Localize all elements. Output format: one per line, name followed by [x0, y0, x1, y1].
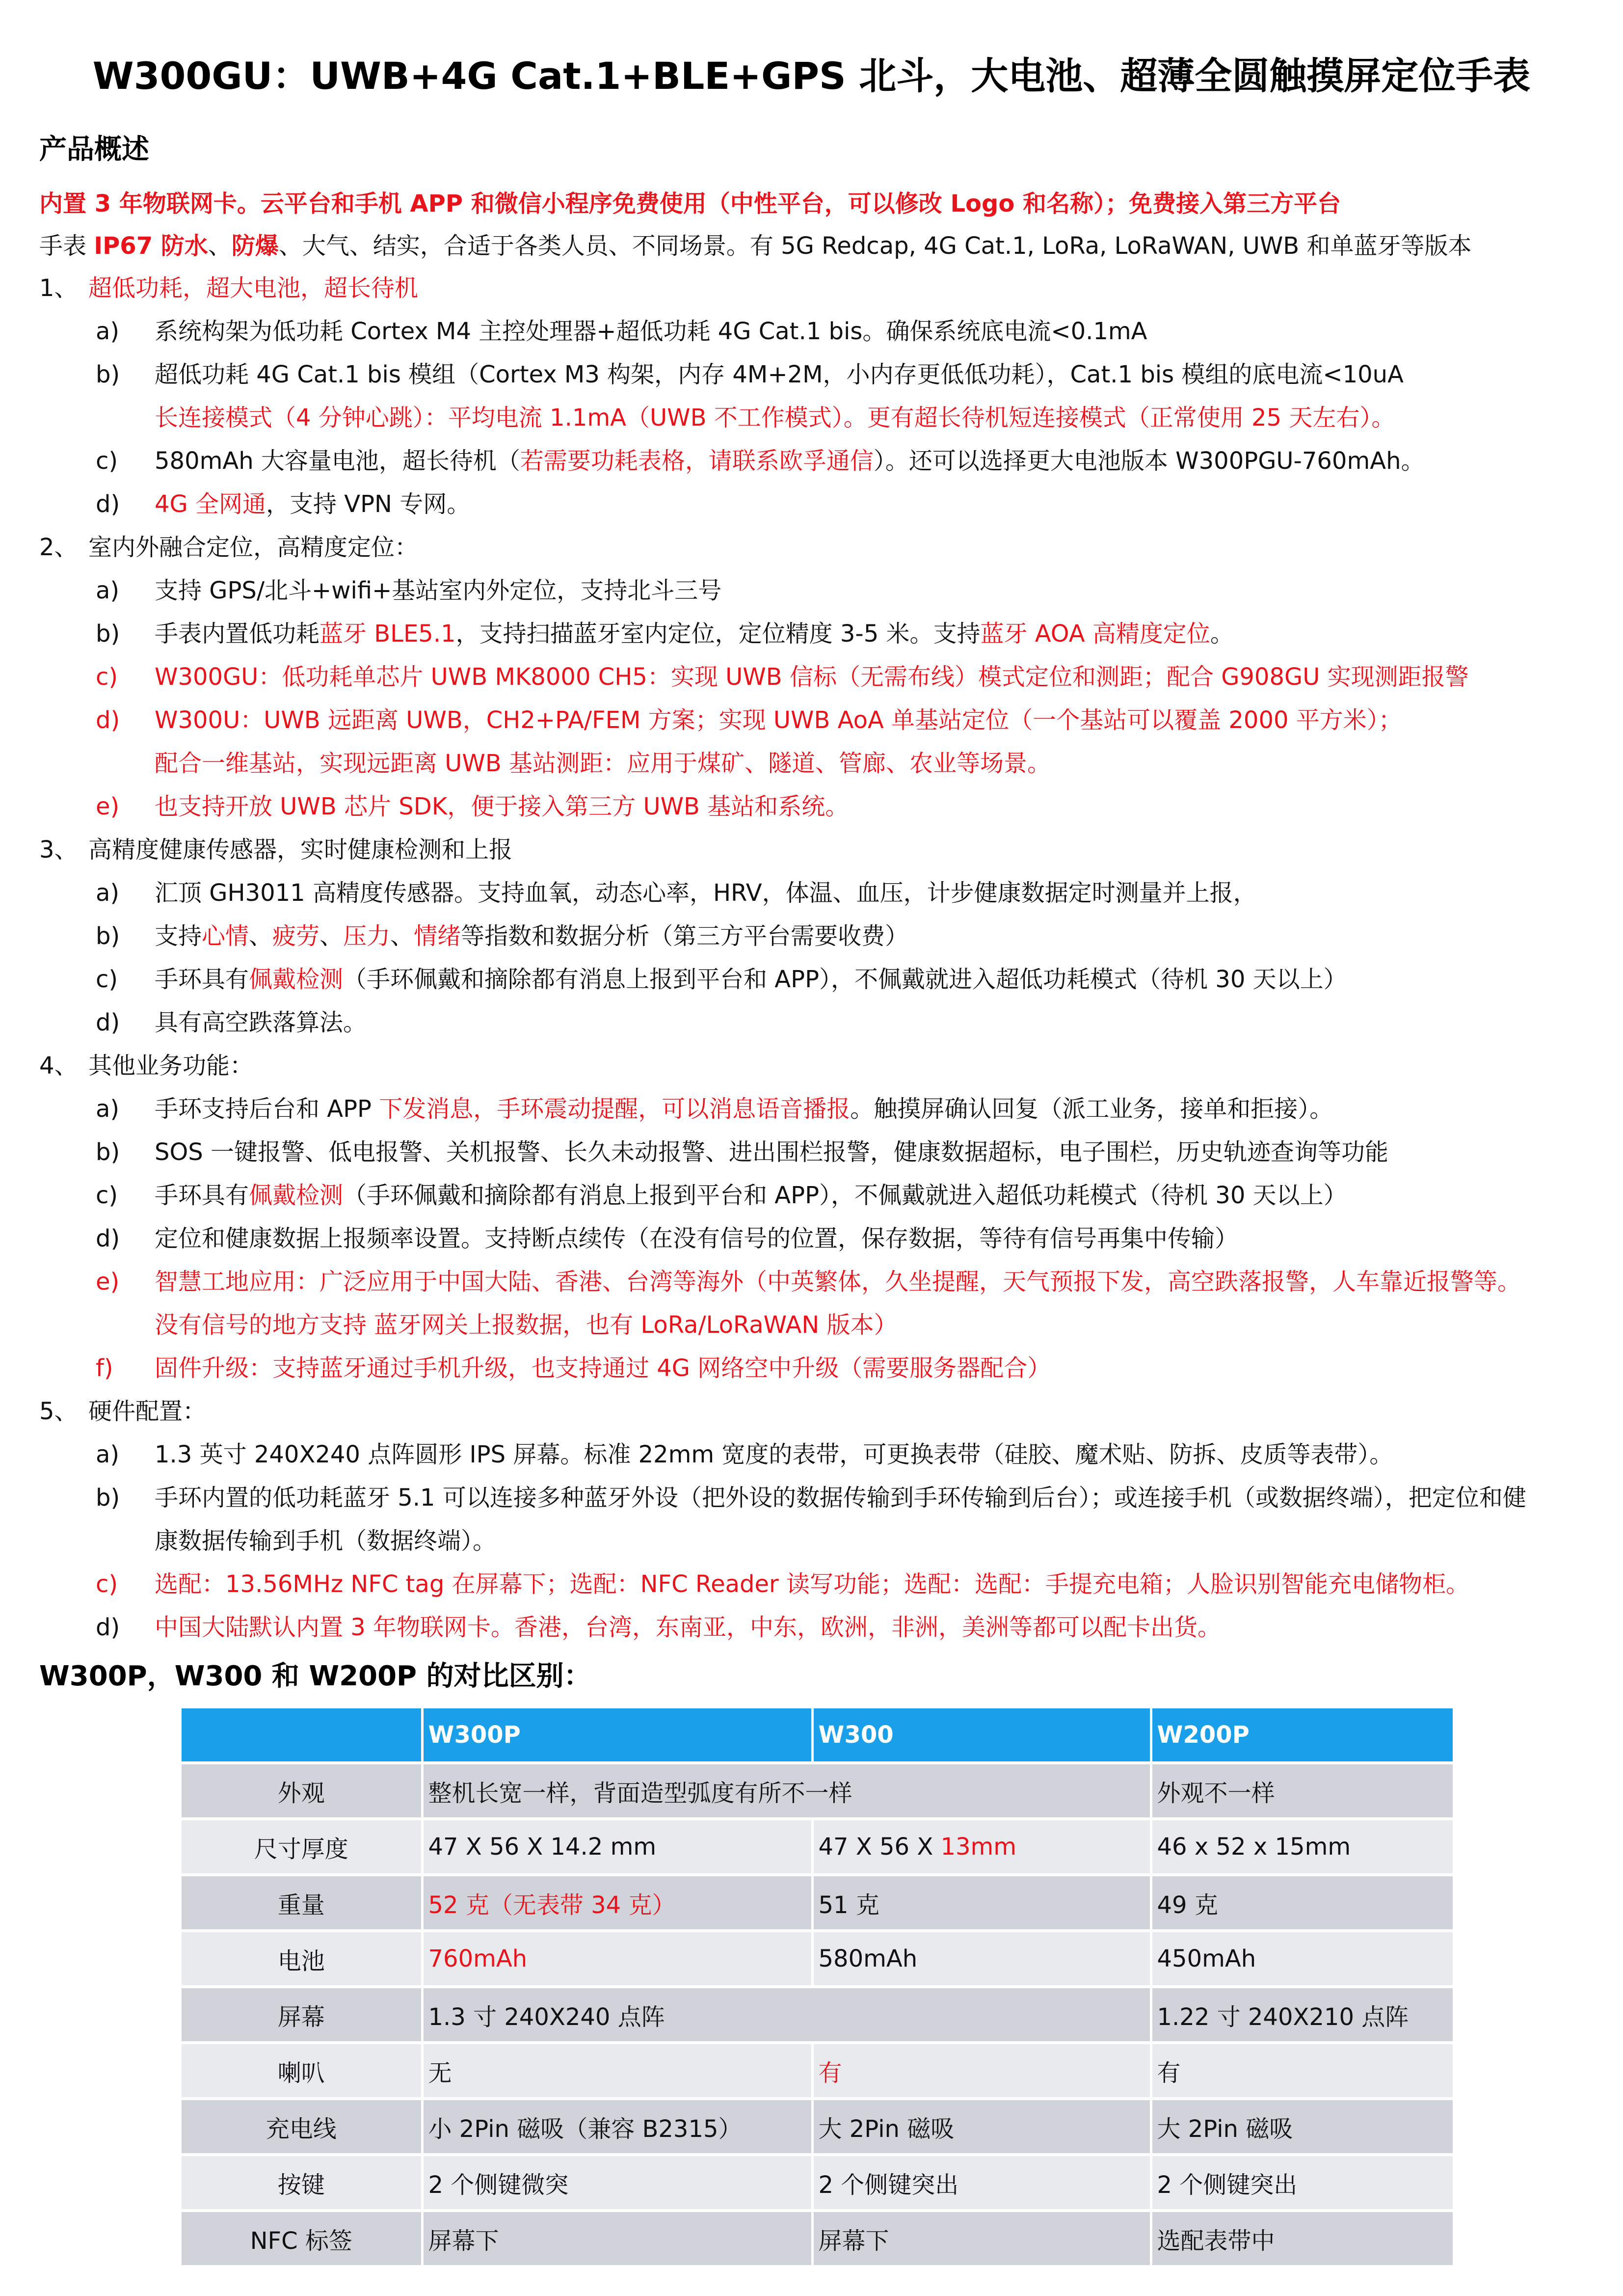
comparison-table: [182, 1708, 1453, 2265]
list-item: a) 1.3 英寸 240X240 点阵圆形 IPS 屏幕。标准 22mm 宽度的表带，可更换表带（硅胶、魔术贴、防拆、皮质等表带）。: [96, 1441, 1393, 1468]
list-item: e) 也支持开放 UWB 芯片 SDK，便于接入第三方 UWB 基站和系统。: [96, 793, 849, 820]
overview-intro: [39, 229, 1472, 263]
page-title: W300GU：UWB+4G Cat.1+BLE+GPS 北斗，大电池、超薄全圆触摸屏定位手表: [92, 54, 1531, 98]
list-item: d) 具有高空跌落算法。: [96, 1009, 367, 1036]
list-item: b) SOS 一键报警、低电报警、关机报警、长久未动报警、进出围栏报警，健康数据超标，电子围栏，历史轨迹查询等功能: [96, 1138, 1388, 1166]
table-row: 尺寸厚度 47 X 56 X 14.2 mm 47 X 56 X 13mm 46 x 52 x 15mm: [182, 1819, 1453, 1875]
table-row: 外观 整机长宽一样，背面造型弧度有所不一样 外观不一样: [182, 1763, 1453, 1819]
list-item: b) 支持心情、疲劳、压力、情绪等指数和数据分析（第三方平台需要收费）: [96, 922, 909, 950]
list-item: d) W300U：UWB 远距离 UWB，CH2+PA/FEM 方案；实现 UWB AoA 单基站定位（一个基站可以覆盖 2000 平方米）；: [96, 706, 1402, 734]
list-item: c) 580mAh 大容量电池，超长待机（若需要功耗表格，请联系欧孚通信）。还可以选择更大电池版本 W300PGU-760mAh。: [96, 447, 1425, 475]
table-row: 充电线 小 2Pin 磁吸（兼容 B2315） 大 2Pin 磁吸 大 2Pin 磁吸: [182, 2099, 1453, 2155]
table-row: 电池 760mAh 580mAh 450mAh: [182, 1931, 1453, 1987]
list-item: a) 手环支持后台和 APP 下发消息，手环震动提醒，可以消息语音播报。触摸屏确认回复（派工业务，接单和拒接）。: [96, 1095, 1333, 1123]
list-item: c) 手环具有佩戴检测（手环佩戴和摘除都有消息上报到平台和 APP），不佩戴就进入超低功耗模式（待机 30 天以上）: [96, 1182, 1347, 1209]
list-item-continued: 长连接模式（4 分钟心跳）：平均电流 1.1mA（UWB 不工作模式）。更有超长待机短连接模式（正常使用 25 天左右）。: [155, 404, 1395, 432]
list-item-continued: 配合一维基站，实现远距离 UWB 基站测距：应用于煤矿、隧道、管廊、农业等场景。: [155, 750, 1051, 777]
list-item: c) 选配：13.56MHz NFC tag 在屏幕下；选配：NFC Reader 读写功能；选配：选配：手提充电箱；人脸识别智能充电储物柜。: [96, 1570, 1470, 1598]
list-item: d) 定位和健康数据上报频率设置。支持断点续传（在没有信号的位置，保存数据，等待有信号再集中传输）: [96, 1225, 1239, 1252]
table-header-cell: [182, 1708, 422, 1763]
table-header-row: [182, 1708, 1453, 1763]
list-item: f) 固件升级：支持蓝牙通过手机升级，也支持通过 4G 网络空中升级（需要服务器配合）: [96, 1354, 1051, 1382]
overview-highlight: 内置 3 年物联网卡。云平台和手机 APP 和微信小程序免费使用（中性平台，可以修改 Logo 和名称）；免费接入第三方平台: [39, 190, 1341, 217]
overview-heading: 产品概述: [39, 134, 149, 165]
list-item-continued: 康数据传输到手机（数据终端）。: [155, 1527, 497, 1555]
table-header-cell: W300: [812, 1708, 1151, 1763]
intro-text: 手表: [39, 232, 94, 260]
intro-text-rest: 、大气、结实，合适于各类人员、不同场景。有 5G Redcap, 4G Cat.1, LoRa, LoRaWAN, UWB 和单蓝牙等版本: [278, 232, 1472, 260]
table-row: NFC 标签 屏幕下 屏幕下 选配表带中: [182, 2211, 1453, 2265]
list-item-continued: 没有信号的地方支持 蓝牙网关上报数据，也有 LoRa/LoRaWAN 版本）: [155, 1311, 898, 1339]
list-item: a) 系统构架为低功耗 Cortex M4 主控处理器+超低功耗 4G Cat.1 bis。确保系统底电流<0.1mA: [96, 318, 1147, 345]
list-item: c) 手环具有佩戴检测（手环佩戴和摘除都有消息上报到平台和 APP），不佩戴就进入超低功耗模式（待机 30 天以上）: [96, 966, 1347, 993]
list-item: e) 智慧工地应用：广泛应用于中国大陆、香港、台湾等海外（中英繁体，久坐提醒，天气预报下发，高空跌落报警，人车靠近报警等。: [96, 1268, 1521, 1296]
list-item: d) 中国大陆默认内置 3 年物联网卡。香港，台湾，东南亚，中东，欧洲，非洲，美洲等都可以配卡出货。: [96, 1614, 1222, 1641]
section-4-heading: 4、 其他业务功能：: [39, 1052, 254, 1080]
table-header-cell: W300P: [422, 1708, 812, 1763]
table-row: 喇叭 无 有 有: [182, 2043, 1453, 2099]
list-item: b) 手环内置的低功耗蓝牙 5.1 可以连接多种蓝牙外设（把外设的数据传输到手环传输到后台）；或连接手机（或数据终端），把定位和健: [96, 1484, 1526, 1512]
list-item: b) 超低功耗 4G Cat.1 bis 模组（Cortex M3 构架，内存 4M+2M，小内存更低低功耗），Cat.1 bis 模组的底电流<10uA: [96, 361, 1404, 388]
section-2-heading: 2、 室内外融合定位，高精度定位：: [39, 534, 419, 561]
comparison-heading: W300P，W300 和 W200P 的对比区别：: [39, 1660, 591, 1692]
table-row: 屏幕 1.3 寸 240X240 点阵 1.22 寸 240X210 点阵: [182, 1987, 1453, 2043]
table-header-cell: W200P: [1151, 1708, 1453, 1763]
list-item: a) 汇顶 GH3011 高精度传感器。支持血氧，动态心率，HRV，体温、血压，计步健康数据定时测量并上报，: [96, 879, 1257, 907]
intro-ip67: IP67 防水: [94, 232, 208, 260]
list-item: a) 支持 GPS/北斗+wifi+基站室内外定位，支持北斗三号: [96, 577, 722, 604]
table-row: 重量 52 克（无表带 34 克） 51 克 49 克: [182, 1875, 1453, 1931]
section-3-heading: 3、 高精度健康传感器，实时健康检测和上报: [39, 836, 513, 864]
list-item: c) W300GU：低功耗单芯片 UWB MK8000 CH5：实现 UWB 信标（无需布线）模式定位和测距；配合 G908GU 实现测距报警: [96, 663, 1469, 691]
table-row: 按键 2 个侧键微突 2 个侧键突出 2 个侧键突出: [182, 2155, 1453, 2211]
intro-explosion-proof: 防爆: [231, 232, 279, 260]
section-1-heading: [39, 271, 419, 305]
section-number: 1、: [39, 274, 78, 302]
section-5-heading: 5、 硬件配置：: [39, 1398, 207, 1425]
section-title: 超低功耗，超大电池，超长待机: [88, 274, 419, 302]
list-item: b) 手表内置低功耗蓝牙 BLE5.1，支持扫描蓝牙室内定位，定位精度 3-5 米。支持蓝牙 AOA 高精度定位。: [96, 620, 1234, 648]
intro-sep: 、: [208, 232, 232, 260]
list-item: d) 4G 全网通，支持 VPN 专网。: [96, 490, 471, 518]
